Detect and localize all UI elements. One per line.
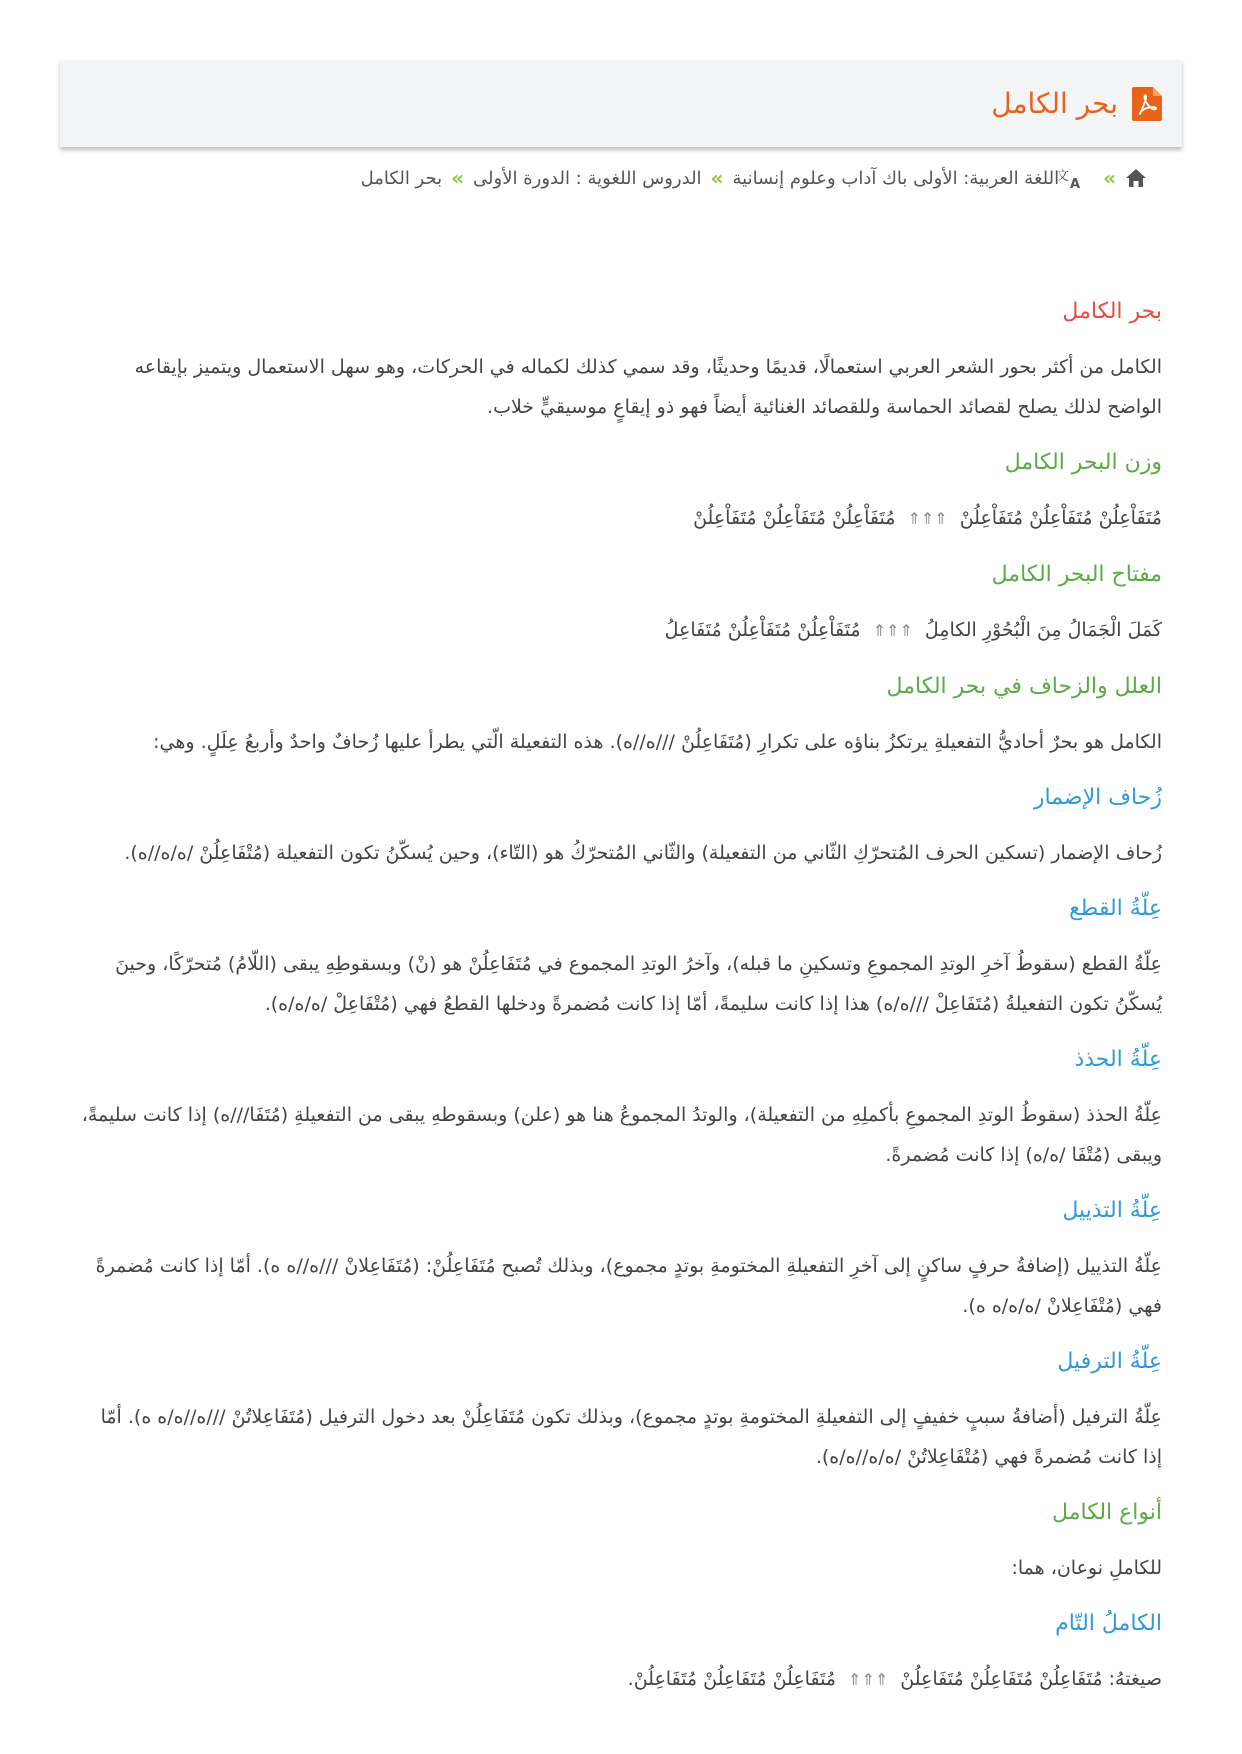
breadcrumb-separator: » [710,166,724,190]
article-content [78,296,1162,1720]
hadhadh-paragraph: عِلّةُ الحذذ (سقوطُ الوتدِ المجموعِ بأكملِهِ من التفعيلة)، والوتدُ المجموعُ هنا هو (علن) وبسقوطهِ يبقى من التفعيلةِ (مُتَفَا///ه) إذا كانت سليمةً، ويبقى (مُتْفَا /ه/ه) إذا كانت مُضمرةً. [81,1104,1162,1166]
divider-symbol: ⇑⇑⇑ [872,621,913,640]
meter-line [78,498,1162,539]
key-second-hemistich: مُتَفَاْعِلُنْ مُتَفَاْعِلُنْ مُتَفَاعِلُ [664,619,861,641]
idmar-heading: زُحاف الإضمار [1033,785,1162,810]
breadcrumb-separator: » [1103,166,1116,190]
types-paragraph: للكاملِ نوعان، هما: [1011,1557,1162,1579]
breadcrumb [361,166,1147,190]
hadhadh-heading: عِلّةُ الحذذ [1074,1047,1162,1072]
page-title: بحر الكامل [991,87,1118,120]
breadcrumb-item-current: بحر الكامل [360,167,443,189]
tadhyil-paragraph: عِلّةُ التذييل (إضافةُ حرفٍ ساكنٍ إلى آخرِ التفعيلةِ المختومةِ بوتدٍ مجموع)، وبذلك تُصبح مُتَفَاعِلُنْ: (مُتَفَاعِلانْ ///ه//ه ه). أمّا إذا كانت مُضمرةً فهي (مُتْفَاعِلانْ /ه/ه/ه ه). [95,1255,1162,1317]
qat-heading: عِلّةُ القطع [1069,896,1162,921]
svg-text:A: A [1070,177,1081,192]
meter-heading: وزن البحر الكامل [1004,450,1162,475]
key-first-hemistich: كَمَلَ الْجَمَالُ مِنَ الْبُحُوْرِ الكامِلُ [924,619,1162,641]
idmar-paragraph: زُحاف الإضمار (تسكين الحرف المُتحرّكِ الثّاني من التفعيلة) والثّاني المُتحرّكُ هو (التّاء)، وحين يُسكّنُ تكون التفعيلة (مُتْفَاعِلُنْ /ه/ه//ه). [124,842,1162,864]
divider-symbol: ⇑⇑⇑ [848,1670,889,1689]
pdf-file-icon[interactable] [1132,87,1162,121]
meter-first-hemistich: مُتَفَاْعِلُنْ مُتَفَاْعِلُنْ مُتَفَاْعِلُنْ [959,507,1162,529]
complete-second-hemistich: مُتَفَاعِلُنْ مُتَفَاعِلُنْ مُتَفَاعِلُنْ. [627,1668,836,1690]
breadcrumb-separator: » [451,166,465,190]
divider-symbol: ⇑⇑⇑ [907,509,948,528]
qat-paragraph: عِلّةُ القطع (سقوطُ آخرِ الوتدِ المجموعِ وتسكينِ ما قبله)، وآخرُ الوتدِ المجموع في مُتَفَاعِلُنْ هو (نْ) وبسقوطِهِ يبقى (اللّامُ) مُتحرّكًا، وحينَ يُسكّنُ تكون التفعيلةُ (مُتَفَاعِلْ ///ه/ه) هذا إذا كانت سليمةً، أمّا إذا كانت مُضمرةً ودخلها القطعُ فهي (مُتْفَاعِلْ /ه/ه/ه). [115,953,1162,1015]
tadhyil-heading: عِلّةُ التذييل [1062,1198,1162,1223]
translate-icon [1056,167,1094,192]
breadcrumb-item-subject[interactable]: اللغة العربية: الأولى باك آداب وعلوم إنسانية [732,167,1060,189]
defects-heading: العلل والزحاف في بحر الكامل [886,674,1162,699]
tarfil-heading: عِلّةُ الترفيل [1057,1349,1162,1374]
complete-heading: الكاملُ التّام [1055,1611,1162,1636]
page-header [60,60,1182,147]
svg-text:文: 文 [1056,169,1070,184]
meter-second-hemistich: مُتَفَاْعِلُنْ مُتَفَاْعِلُنْ مُتَفَاْعِلُنْ [693,507,896,529]
intro-paragraph: الكامل من أكثر بحور الشعر العربي استعمالًا، قديمًا وحديثًا، وقد سمي كذلك لكماله في الحركات، وهو سهل الاستعمال ويتميز بإيقاعه الواضح لذلك يصلح لقصائد الحماسة وللقصائد الغنائية أيضاً فهو ذو إيقاعٍ موسيقيٍّ خلاب. [134,356,1162,418]
key-heading: مفتاح البحر الكامل [991,562,1162,587]
article-title: بحر الكامل [1062,299,1162,324]
complete-label: صيغتهُ: [1108,1668,1162,1690]
defects-paragraph: الكامل هو بحرٌ أحاديُّ التفعيلةِ يرتكزُ بناؤه على تكرارِ (مُتَفَاعِلُنْ ///ه//ه). هذه التفعيلة الّتي يطرأ عليها زُحافٌ واحدٌ وأربعُ عِلَلٍ. وهي: [153,731,1162,753]
complete-first-hemistich: مُتَفَاعِلُنْ مُتَفَاعِلُنْ مُتَفَاعِلُنْ [900,1668,1103,1690]
breadcrumb-item-lessons[interactable]: الدروس اللغوية : الدورة الأولى [473,167,702,189]
home-icon[interactable] [1125,168,1147,188]
types-heading: أنواع الكامل [1052,1500,1162,1525]
tarfil-paragraph: عِلّةُ الترفيل (أضافةُ سببٍ خفيفٍ إلى التفعيلةِ المختومةِ بوتدٍ مجموع)، وبذلك تكون مُتَفَاعِلُنْ بعد دخول الترفيل (مُتَفَاعِلاتُنْ ///ه//ه/ه ه). أمّا إذا كانت مُضمرةً فهي (مُتْفَاعِلاتُنْ /ه/ه//ه/ه). [100,1406,1162,1468]
complete-line [78,1659,1162,1700]
key-line [78,610,1162,651]
